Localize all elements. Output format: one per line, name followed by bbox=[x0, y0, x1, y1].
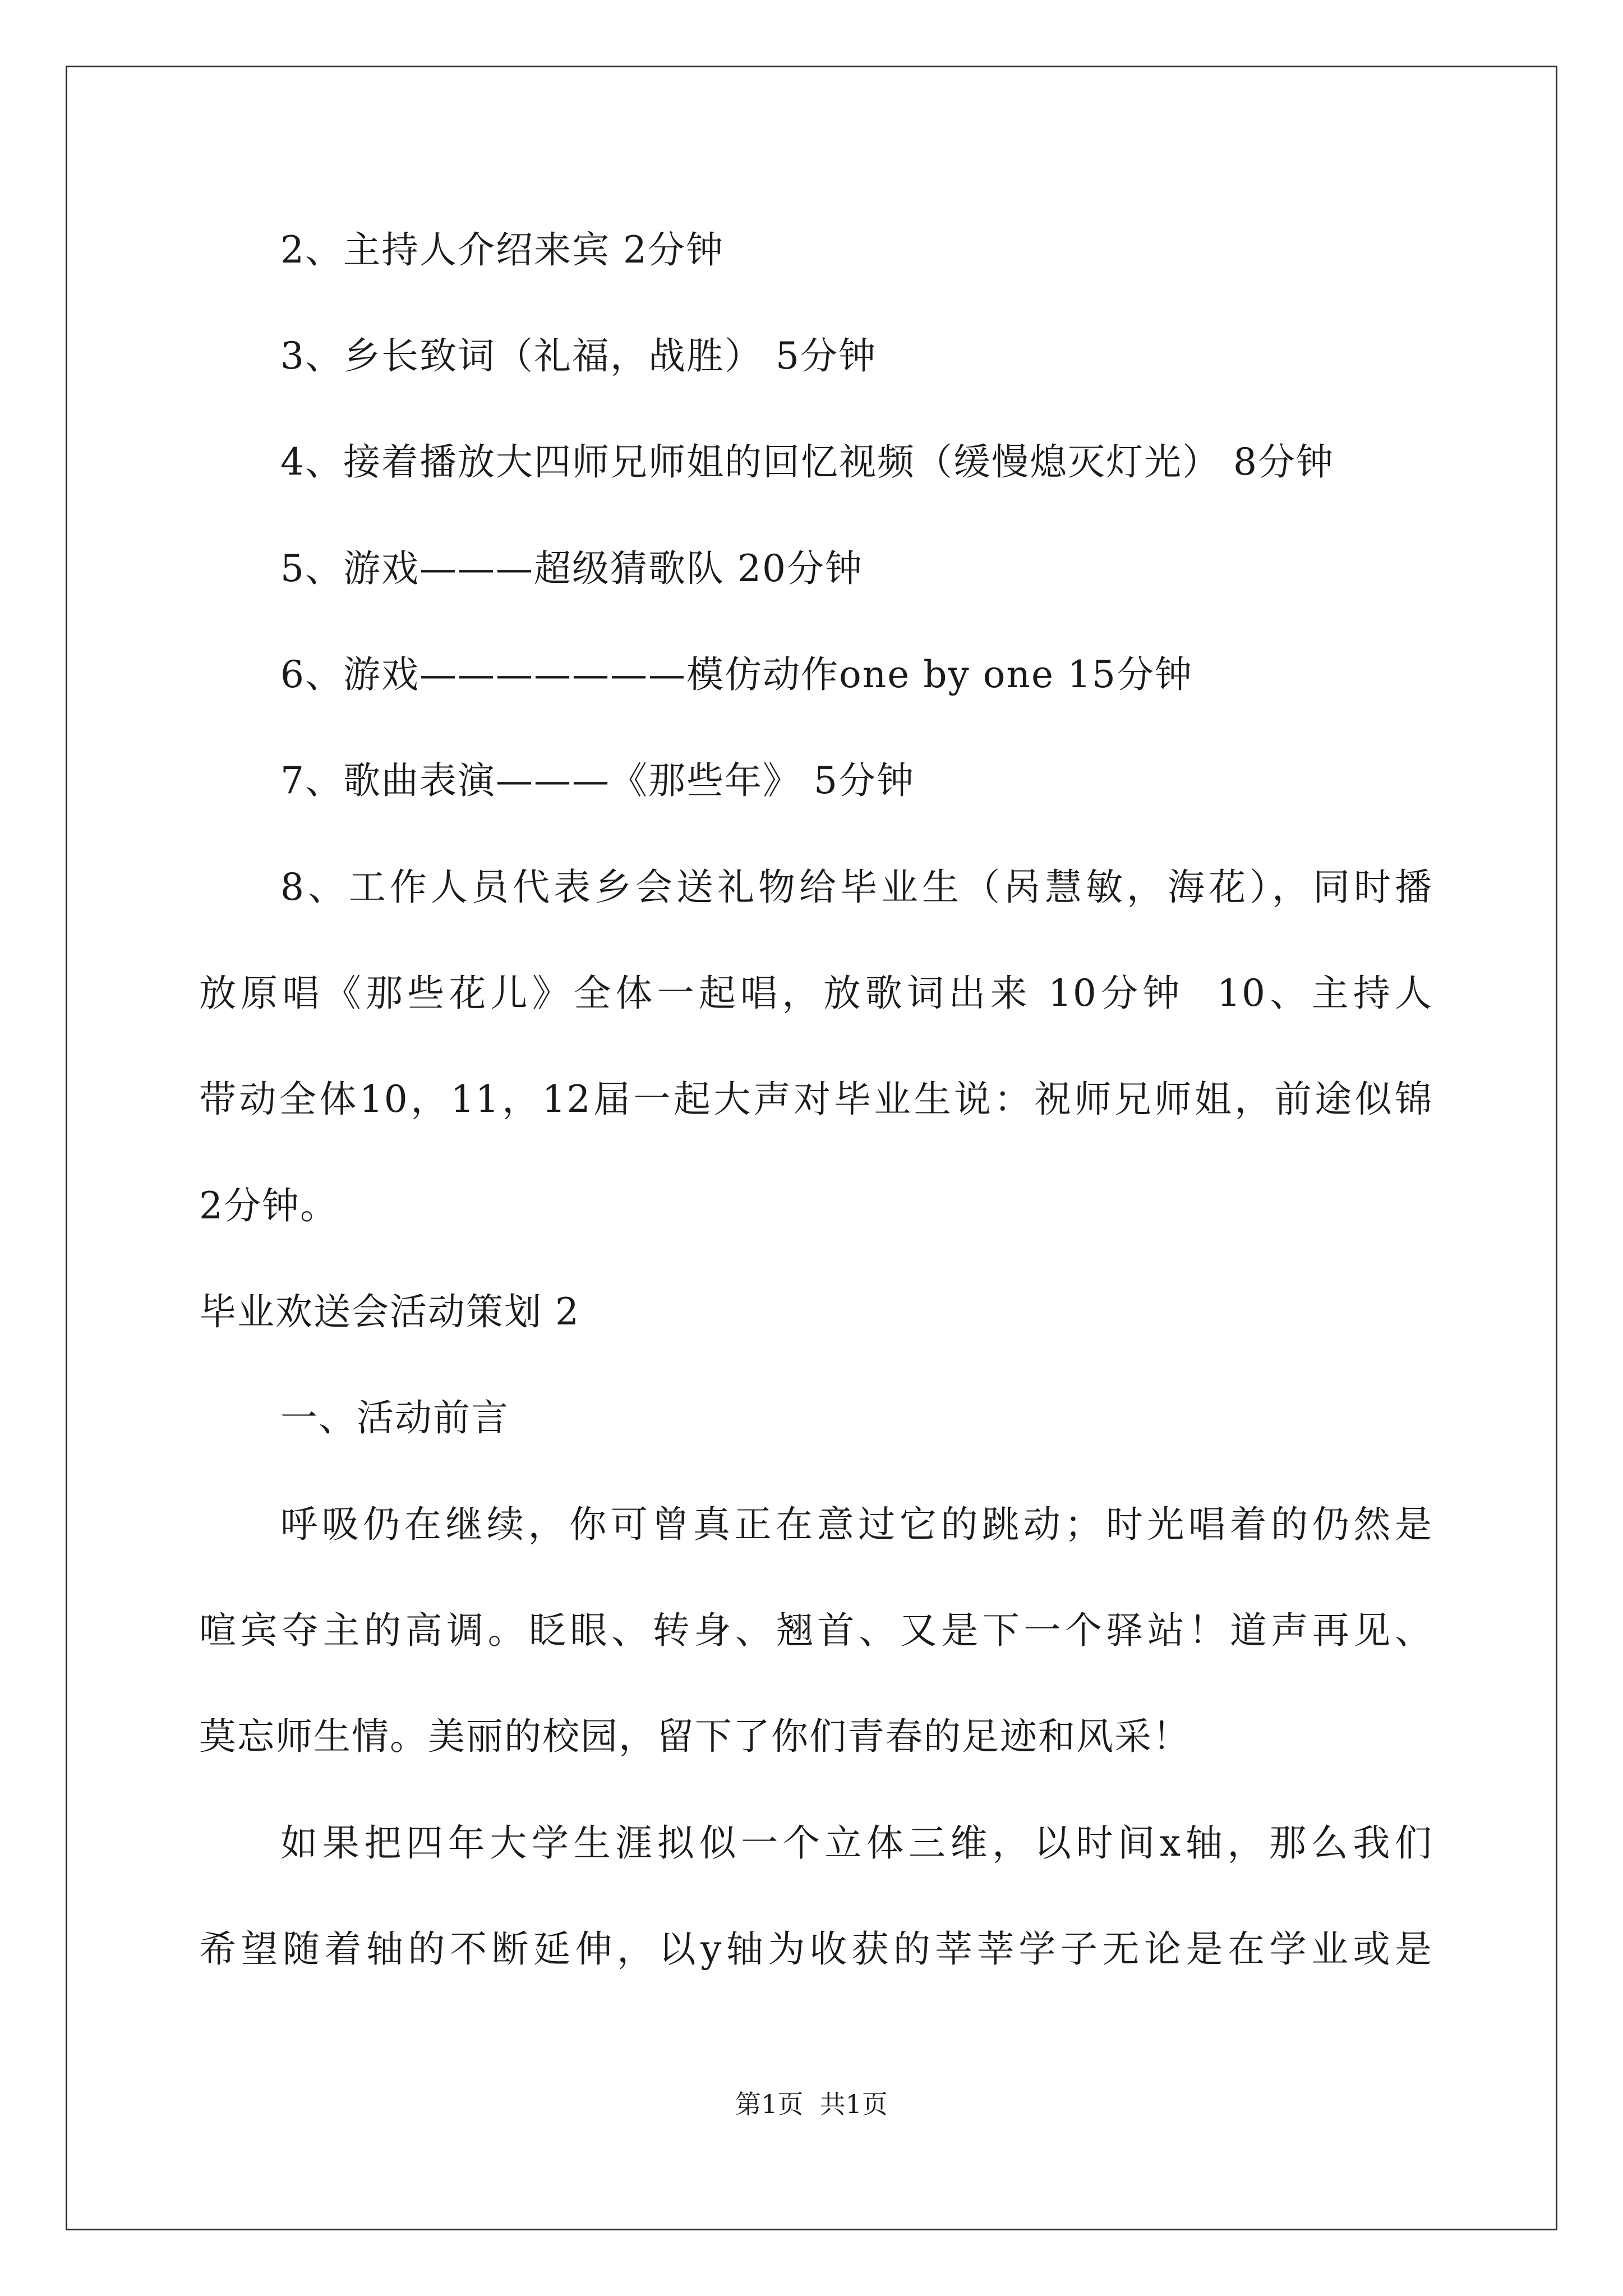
preface-paragraph-line-3: 莫忘师生情。美丽的校园，留下了你们青春的足迹和风采！ bbox=[199, 1715, 1191, 1758]
agenda-item-3: 3、乡长致词（礼福，战胜） 5分钟 bbox=[280, 334, 877, 378]
agenda-item-6: 6、游戏———————模仿动作one by one 15分钟 bbox=[280, 653, 1193, 696]
agenda-item-5: 5、游戏———超级猜歌队 20分钟 bbox=[280, 547, 863, 590]
body-paragraph-line-1: 如果把四年大学生涯拟似一个立体三维，以时间x轴，那么我们 bbox=[280, 1821, 1433, 1865]
section-heading: 毕业欢送会活动策划 2 bbox=[199, 1290, 580, 1333]
preface-paragraph-line-1: 呼吸仍在继续，你可曾真正在意过它的跳动；时光唱着的仍然是 bbox=[280, 1503, 1433, 1546]
page-number: 第1页 共1页 bbox=[735, 2089, 888, 2119]
agenda-item-8-line-1: 8、工作人员代表乡会送礼物给毕业生（呙慧敏，海花），同时播 bbox=[280, 866, 1433, 909]
page-border bbox=[66, 66, 1557, 2230]
agenda-item-8-line-3: 带动全体10，11，12届一起大声对毕业生说：祝师兄师姐，前途似锦 bbox=[199, 1078, 1433, 1121]
preface-paragraph-line-2: 喧宾夺主的高调。眨眼、转身、翘首、又是下一个驿站！道声再见、 bbox=[199, 1609, 1433, 1652]
agenda-item-8-line-2: 放原唱《那些花儿》全体一起唱，放歌词出来 10分钟 10、主持人 bbox=[199, 972, 1433, 1015]
subsection-title: 一、活动前言 bbox=[280, 1396, 509, 1439]
agenda-item-7: 7、歌曲表演———《那些年》 5分钟 bbox=[280, 759, 915, 802]
agenda-item-4: 4、接着播放大四师兄师姐的回忆视频（缓慢熄灭灯光） 8分钟 bbox=[280, 440, 1334, 484]
agenda-item-8-line-4: 2分钟。 bbox=[199, 1184, 338, 1227]
body-paragraph-line-2: 希望随着轴的不断延伸，以y轴为收获的莘莘学子无论是在学业或是 bbox=[199, 1927, 1433, 1971]
agenda-item-2: 2、主持人介绍来宾 2分钟 bbox=[280, 228, 724, 272]
